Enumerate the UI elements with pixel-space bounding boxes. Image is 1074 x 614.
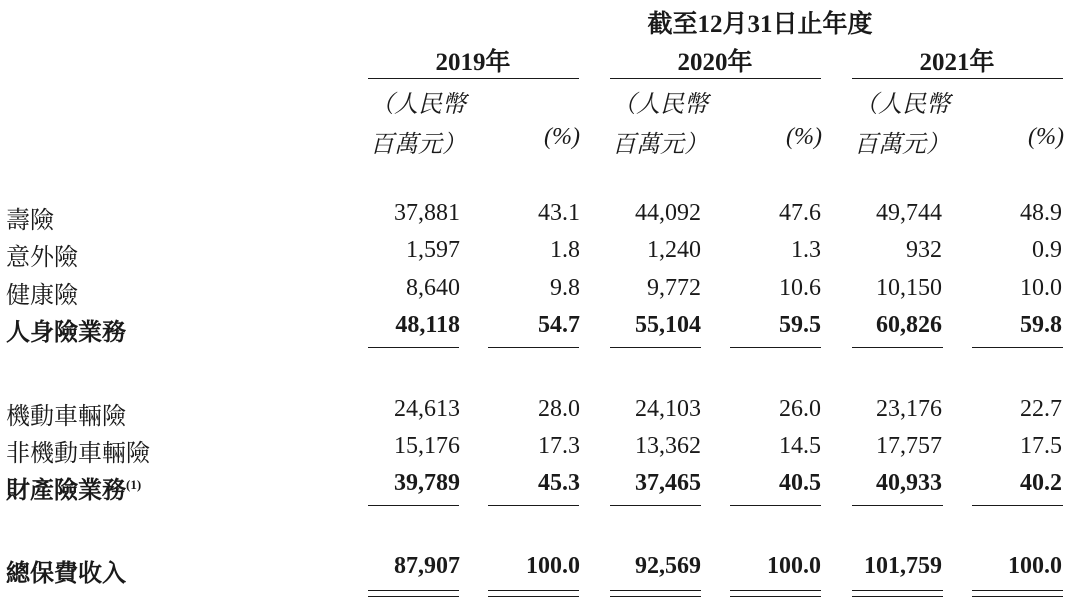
percent-header-2021: (%)	[1028, 124, 1064, 150]
grand-total-rule	[610, 596, 701, 597]
subtotal-rule	[488, 505, 579, 506]
cell-non-motor-2021-pct: 17.5	[1020, 433, 1062, 459]
cell-grand-total-2020-pct: 100.0	[767, 553, 821, 579]
cell-motor-2021-pct: 22.7	[1020, 396, 1062, 422]
subtotal-rule	[972, 347, 1063, 348]
cell-health-2021-amount: 10,150	[876, 275, 942, 301]
row-label-property-total	[6, 470, 141, 505]
cell-property-total-2021-amount: 40,933	[876, 470, 942, 496]
cell-motor-2021-amount: 23,176	[876, 396, 942, 422]
cell-property-total-2020-amount: 37,465	[635, 470, 701, 496]
cell-life-2020-pct: 47.6	[779, 200, 821, 226]
cell-non-motor-2021-amount: 17,757	[876, 433, 942, 459]
year-underline-2020	[610, 78, 821, 79]
cell-accident-2020-pct: 1.3	[791, 237, 821, 263]
row-label-health: 健康險	[6, 283, 78, 309]
unit-label-2020-line1: （人民幣	[612, 92, 708, 118]
grand-total-rule	[488, 590, 579, 591]
cell-motor-2019-pct: 28.0	[538, 396, 580, 422]
cell-non-motor-2020-pct: 14.5	[779, 433, 821, 459]
grand-total-rule	[488, 596, 579, 597]
cell-motor-2020-amount: 24,103	[635, 396, 701, 422]
row-label-accident: 意外險	[6, 245, 78, 271]
row-label-non-motor: 非機動車輛險	[6, 441, 150, 467]
unit-label-2020-line2: 百萬元）	[612, 132, 708, 158]
cell-motor-2020-pct: 26.0	[779, 396, 821, 422]
unit-label-2019-line1: （人民幣	[370, 92, 466, 118]
year-header-2019: 2019年	[435, 49, 511, 76]
cell-non-motor-2020-amount: 13,362	[635, 433, 701, 459]
cell-life-2019-pct: 43.1	[538, 200, 580, 226]
subtotal-rule	[610, 347, 701, 348]
cell-property-total-2020-pct: 40.5	[779, 470, 821, 496]
percent-header-2020: (%)	[786, 124, 822, 150]
cell-accident-2021-pct: 0.9	[1032, 237, 1062, 263]
row-label-property-text: 財產險業務	[6, 478, 126, 504]
cell-motor-2019-amount: 24,613	[394, 396, 460, 422]
cell-grand-total-2019-amount: 87,907	[394, 553, 460, 579]
grand-total-rule	[852, 596, 943, 597]
subtotal-rule	[852, 347, 943, 348]
cell-property-total-2019-amount: 39,789	[394, 470, 460, 496]
cell-accident-2019-amount: 1,597	[406, 237, 460, 263]
row-label-grand-total: 總保費收入	[6, 561, 126, 587]
subtotal-rule	[368, 505, 459, 506]
cell-property-total-2021-pct: 40.2	[1020, 470, 1062, 496]
year-header-2020: 2020年	[677, 49, 753, 76]
cell-personal-total-2021-pct: 59.8	[1020, 312, 1062, 338]
cell-property-total-2019-pct: 45.3	[538, 470, 580, 496]
cell-life-2021-pct: 48.9	[1020, 200, 1062, 226]
grand-total-rule	[730, 596, 821, 597]
row-label-life: 壽險	[6, 208, 54, 234]
grand-total-rule	[368, 596, 459, 597]
year-header-2021: 2021年	[919, 49, 995, 76]
year-underline-2021	[852, 78, 1063, 79]
cell-grand-total-2021-pct: 100.0	[1008, 553, 1062, 579]
cell-personal-total-2020-pct: 59.5	[779, 312, 821, 338]
subtotal-rule	[730, 505, 821, 506]
cell-personal-total-2020-amount: 55,104	[635, 312, 701, 338]
cell-life-2021-amount: 49,744	[876, 200, 942, 226]
row-label-motor: 機動車輛險	[6, 404, 126, 430]
cell-health-2021-pct: 10.0	[1020, 275, 1062, 301]
subtotal-rule	[610, 505, 701, 506]
unit-label-2021-line1: （人民幣	[854, 92, 950, 118]
year-underline-2019	[368, 78, 579, 79]
grand-total-rule	[852, 590, 943, 591]
grand-total-rule	[610, 590, 701, 591]
cell-grand-total-2019-pct: 100.0	[526, 553, 580, 579]
cell-health-2020-amount: 9,772	[647, 275, 701, 301]
cell-life-2019-amount: 37,881	[394, 200, 460, 226]
cell-personal-total-2019-pct: 54.7	[538, 312, 580, 338]
cell-accident-2020-amount: 1,240	[647, 237, 701, 263]
cell-accident-2019-pct: 1.8	[550, 237, 580, 263]
cell-health-2020-pct: 10.6	[779, 275, 821, 301]
cell-grand-total-2020-amount: 92,569	[635, 553, 701, 579]
cell-health-2019-amount: 8,640	[406, 275, 460, 301]
cell-personal-total-2021-amount: 60,826	[876, 312, 942, 338]
cell-non-motor-2019-amount: 15,176	[394, 433, 460, 459]
cell-non-motor-2019-pct: 17.3	[538, 433, 580, 459]
subtotal-rule	[488, 347, 579, 348]
subtotal-rule	[972, 505, 1063, 506]
footnote-marker: (1)	[126, 477, 142, 492]
cell-health-2019-pct: 9.8	[550, 275, 580, 301]
grand-total-rule	[972, 596, 1063, 597]
row-label-personal-total: 人身險業務	[6, 320, 126, 346]
subtotal-rule	[852, 505, 943, 506]
period-header: 截至12月31日止年度	[647, 11, 873, 38]
cell-accident-2021-amount: 932	[906, 237, 942, 263]
grand-total-rule	[972, 590, 1063, 591]
subtotal-rule	[368, 347, 459, 348]
grand-total-rule	[368, 590, 459, 591]
unit-label-2021-line2: 百萬元）	[854, 132, 950, 158]
grand-total-rule	[730, 590, 821, 591]
cell-life-2020-amount: 44,092	[635, 200, 701, 226]
cell-personal-total-2019-amount: 48,118	[395, 312, 460, 338]
percent-header-2019: (%)	[544, 124, 580, 150]
unit-label-2019-line2: 百萬元）	[370, 132, 466, 158]
subtotal-rule	[730, 347, 821, 348]
cell-grand-total-2021-amount: 101,759	[864, 553, 942, 579]
